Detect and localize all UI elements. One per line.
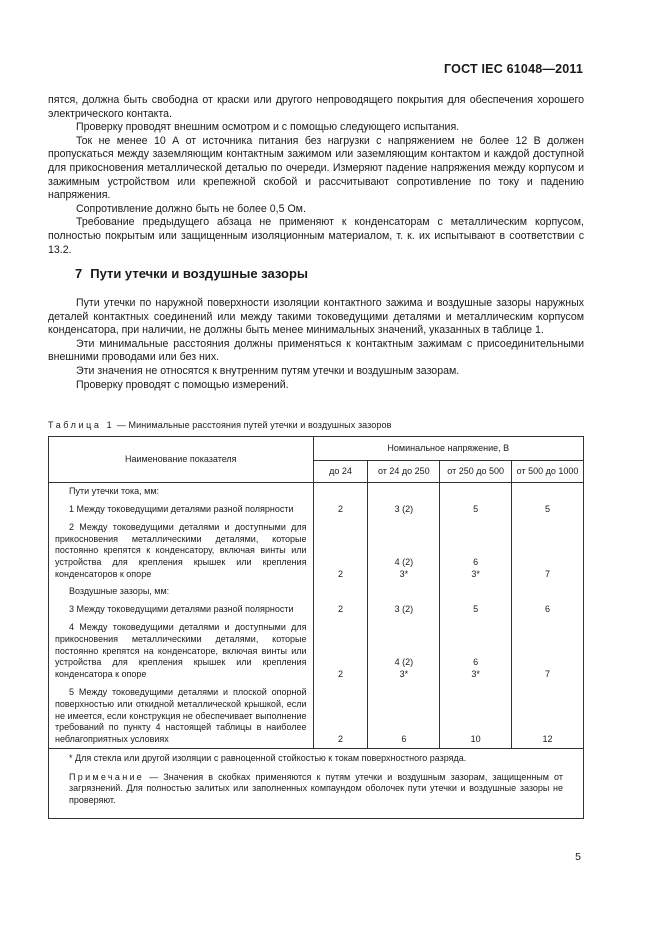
row-value: 3 (2) — [368, 600, 440, 619]
row-value: 7 — [512, 518, 584, 583]
header-voltage-col: от 250 до 500 — [440, 461, 512, 483]
row-value: 10 — [440, 683, 512, 748]
section-title: Пути утечки и воздушные зазоры — [90, 266, 308, 281]
table-caption-label: Таблица 1 — [48, 420, 115, 430]
row-value: 4 (2) 3* — [368, 518, 440, 583]
row-value: 2 — [313, 618, 368, 683]
standard-code: ГОСТ IEC 61048—2011 — [444, 62, 583, 76]
table-row — [49, 683, 584, 748]
intro-paragraph: пятся, должна быть свободна от краски или другого непроводящего покрытия для обеспечения хорошего электрического контакта. — [48, 94, 584, 120]
row-label: 4 Между токоведущими деталями и доступными для прикосновения металлическими деталями, которые постоянно крепятся на конденсаторе, включая винты или устройства для крепления крышек или крепления конденсатора к опоре — [49, 618, 314, 683]
table-footnote: * Для стекла или другой изоляции с равноценной стойкостью к токам поверхностного разряда. — [69, 753, 467, 764]
row-value: 7 — [512, 618, 584, 683]
header-voltage-col: до 24 — [313, 461, 368, 483]
row-value: 6 3* — [440, 518, 512, 583]
row-value: 2 — [313, 500, 368, 519]
intro-paragraph: Проверку проводят внешним осмотром и с помощью следующего испытания. — [76, 121, 460, 134]
section-paragraph: Эти минимальные расстояния должны применяться к контактным зажимам с присоединительными внешними проводами или без них. — [48, 337, 584, 364]
table-group-row — [49, 583, 584, 600]
row-label: 2 Между токоведущими деталями и доступными для прикосновения металлическими деталями, которые постоянно крепятся к конденсатору, включая винты или устройства для крепления крышек или крепления конденсаторов к опоре — [49, 518, 314, 583]
row-label: 1 Между токоведущими деталями разной полярности — [49, 500, 314, 519]
row-label: 3 Между токоведущими деталями разной полярности — [49, 600, 314, 619]
table-footer — [49, 749, 584, 818]
table-group-row — [49, 483, 584, 500]
section-paragraph: Проверку проводят с помощью измерений. — [76, 378, 289, 391]
page-number: 5 — [575, 851, 581, 863]
clearance-table — [48, 436, 584, 819]
note-label: Примечание — [69, 771, 145, 782]
row-value: 2 — [313, 683, 368, 748]
row-value: 6 — [512, 600, 584, 619]
header-voltage-col: от 500 до 1000 — [512, 461, 584, 483]
group-label: Воздушные зазоры, мм: — [49, 583, 314, 600]
row-value: 2 — [313, 518, 368, 583]
row-value: 5 — [512, 500, 584, 519]
table-row — [49, 518, 584, 583]
section-paragraph: Эти значения не относятся к внутренним путям утечки и воздушным зазорам. — [76, 364, 460, 377]
header-name-cell: Наименование показателя — [49, 437, 314, 483]
section-heading — [75, 266, 308, 281]
intro-paragraph: Ток не менее 10 А от источника питания без нагрузки с напряжением не более 12 В должен пропускаться между заземляющим контактным зажимом или заземляющим контактом и каждой доступной для прикосновения металлической деталью по очереди. Измеряют падение напряжения между корпусом и зажимным устройством или крепежной скобой и рассчитывают сопротивление по току и падению напряжения. — [48, 134, 584, 202]
header-voltage-cell: Номинальное напряжение, В — [313, 437, 583, 461]
table-row — [49, 500, 584, 519]
table-footer-row — [49, 749, 584, 818]
table-row — [49, 600, 584, 619]
row-value: 6 3* — [440, 618, 512, 683]
row-value: 4 (2) 3* — [368, 618, 440, 683]
row-value: 5 — [440, 500, 512, 519]
group-label: Пути утечки тока, мм: — [49, 483, 314, 500]
intro-paragraph: Требование предыдущего абзаца не применяют к конденсаторам с металлическим корпусом, полностью покрытым или защищенным изоляционным материалом, т. к. их испытывают в соответствии с 13.2. — [48, 216, 584, 256]
intro-text — [48, 94, 584, 257]
note-text: — Значения в скобках применяются к путям утечки и воздушным зазорам, защищенным от загрязнений. Для полностью залитых или заполненных компаундом оболочек пути утечки и воздушные зазоры не проверяют. — [69, 771, 563, 806]
section-number: 7 — [75, 266, 83, 281]
row-value: 3 (2) — [368, 500, 440, 519]
row-label: 5 Между токоведущими деталями и плоской опорной поверхностью или откидной металлической крышкой, если не имеется, если конструкция не обеспечивает выполнение требований по пункту 4 настоящей таблицы в наиболее неблагоприятных условиях — [49, 683, 314, 748]
row-value: 12 — [512, 683, 584, 748]
intro-paragraph: Сопротивление должно быть не более 0,5 Ом. — [76, 202, 306, 215]
table-caption — [48, 420, 392, 430]
table-caption-text: — Минимальные расстояния путей утечки и воздушных зазоров — [114, 420, 392, 430]
row-value: 5 — [440, 600, 512, 619]
section-text — [48, 297, 584, 392]
row-value: 6 — [368, 683, 440, 748]
table-note — [69, 772, 563, 807]
table-row — [49, 618, 584, 683]
row-value: 2 — [313, 600, 368, 619]
header-voltage-col: от 24 до 250 — [368, 461, 440, 483]
section-paragraph: Пути утечки по наружной поверхности изоляции контактного зажима и воздушные зазоры наружных деталей контактных соединений или между такими токоведущими деталями и металлическим корпусом конденсатора, при наличии, не должны быть менее минимальных значений, указанных в таблице 1. — [48, 297, 584, 337]
